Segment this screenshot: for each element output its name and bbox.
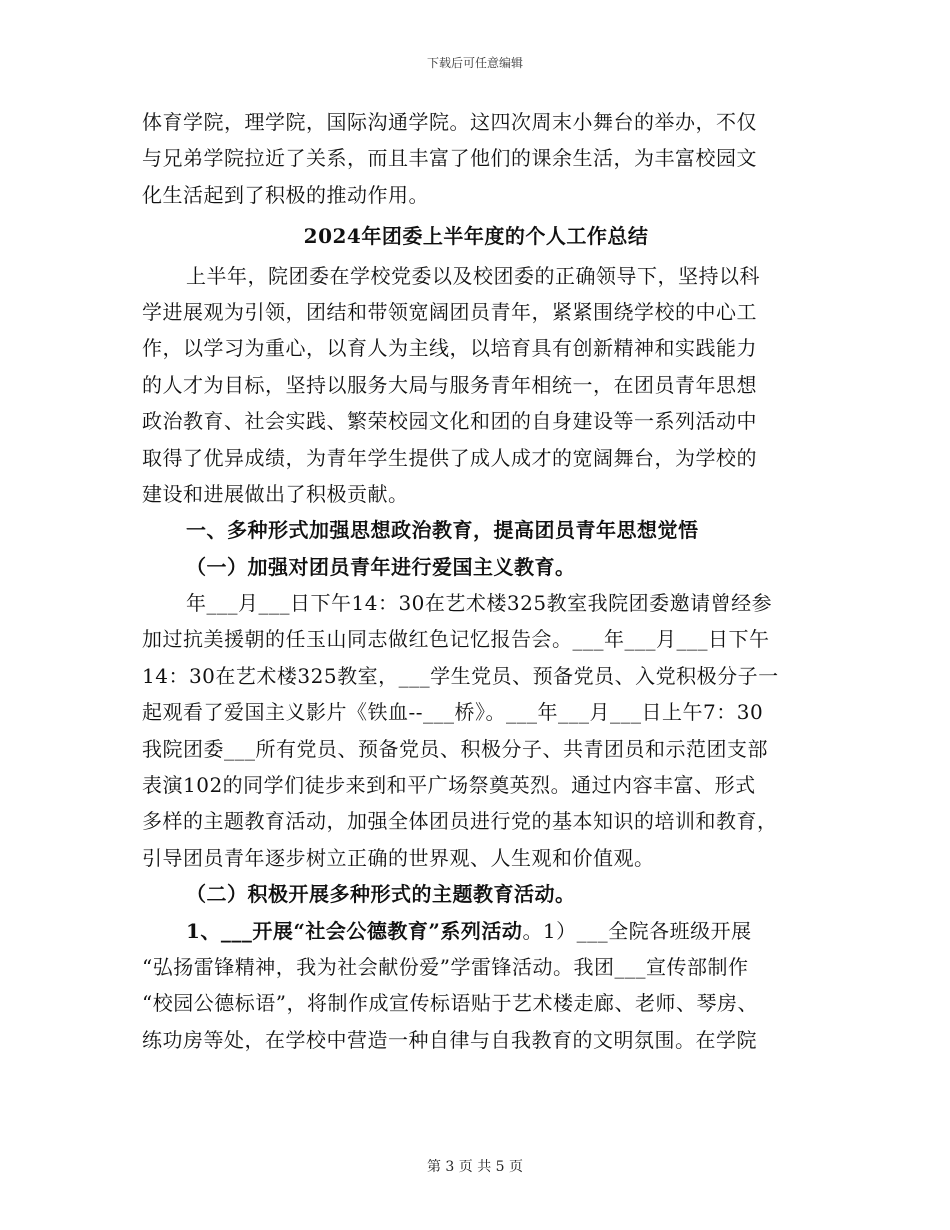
paragraph-line: 14：30在艺术楼325教室，___学生党员、预备党员、入党积极分子一 (142, 663, 779, 688)
subsection-heading: （二）积极开展多种形式的主题教育活动。 (186, 882, 576, 907)
paragraph-line: 作，以学习为重心，以育人为主线，以培育具有创新精神和实践能力 (142, 336, 757, 361)
document-title: 2024年团委上半年度的个人工作总结 (303, 224, 649, 249)
paragraph-line: 上半年，院团委在学校党委以及校团委的正确领导下，坚持以科 (186, 263, 760, 288)
section-heading: 一、多种形式加强思想政治教育，提高团员青年思想觉悟 (186, 518, 699, 543)
paragraph-line (142, 913, 810, 949)
paragraph-line: “校园公德标语”，将制作成宣传标语贴于艺术楼走廊、老师、琴房、 (142, 991, 758, 1016)
paragraph-line: 起观看了爱国主义影片《铁血--___桥》。___年___月___日上午7：30 (142, 700, 764, 725)
paragraph-line: 取得了优异成绩，为青年学生提供了成人成才的宽阔舞台，为学校的 (142, 445, 757, 470)
paragraph-line: 加过抗美援朝的任玉山同志做红色记忆报告会。___年___月___日下午 (142, 627, 770, 652)
document-body (142, 104, 810, 1058)
page-footer: 第 3 页 共 5 页 (426, 1159, 524, 1175)
paragraph-line: 政治教育、社会实践、繁荣校园文化和团的自身建设等一系列活动中 (142, 409, 757, 434)
paragraph-line: 的人才为目标，坚持以服务大局与服务青年相统一，在团员青年思想 (142, 372, 757, 397)
paragraph-text: 。1）___全院各班级开展 (522, 918, 752, 943)
paragraph-line: 表演102的同学们徒步来到和平广场祭奠英烈。通过内容丰富、形式 (142, 773, 756, 798)
page-header: 下载后可任意编辑 (426, 56, 523, 70)
activity-heading: 1、___开展“社会公德教育”系列活动 (186, 918, 523, 943)
paragraph-line: 与兄弟学院拉近了关系，而且丰富了他们的课余生活，为丰富校园文 (142, 146, 757, 171)
subsection-heading: （一）加强对团员青年进行爱国主义教育。 (186, 554, 576, 579)
paragraph-line: 化生活起到了积极的推动作用。 (142, 182, 429, 207)
paragraph-line: 年___月___日下午14：30在艺术楼325教室我院团委邀请曾经参 (186, 591, 773, 616)
paragraph-line: “弘扬雷锋精神，我为社会献份爱”学雷锋活动。我团___宣传部制作 (142, 954, 749, 979)
paragraph-line: 多样的主题教育活动，加强全体团员进行党的基本知识的培训和教育， (142, 809, 778, 834)
paragraph-line: 学进展观为引领，团结和带领宽阔团员青年，紧紧围绕学校的中心工 (142, 299, 757, 324)
paragraph-line: 引导团员青年逐步树立正确的世界观、人生观和价值观。 (142, 845, 655, 870)
paragraph-line: 练功房等处，在学校中营造一种自律与自我教育的文明氛围。在学院 (142, 1027, 757, 1052)
paragraph-line: 体育学院，理学院，国际沟通学院。这四次周末小舞台的举办，不仅 (142, 110, 757, 134)
paragraph-line: 建设和进展做出了积极贡献。 (142, 481, 409, 506)
paragraph-line: 我院团委___所有党员、预备党员、积极分子、共青团员和示范团支部 (142, 736, 768, 761)
